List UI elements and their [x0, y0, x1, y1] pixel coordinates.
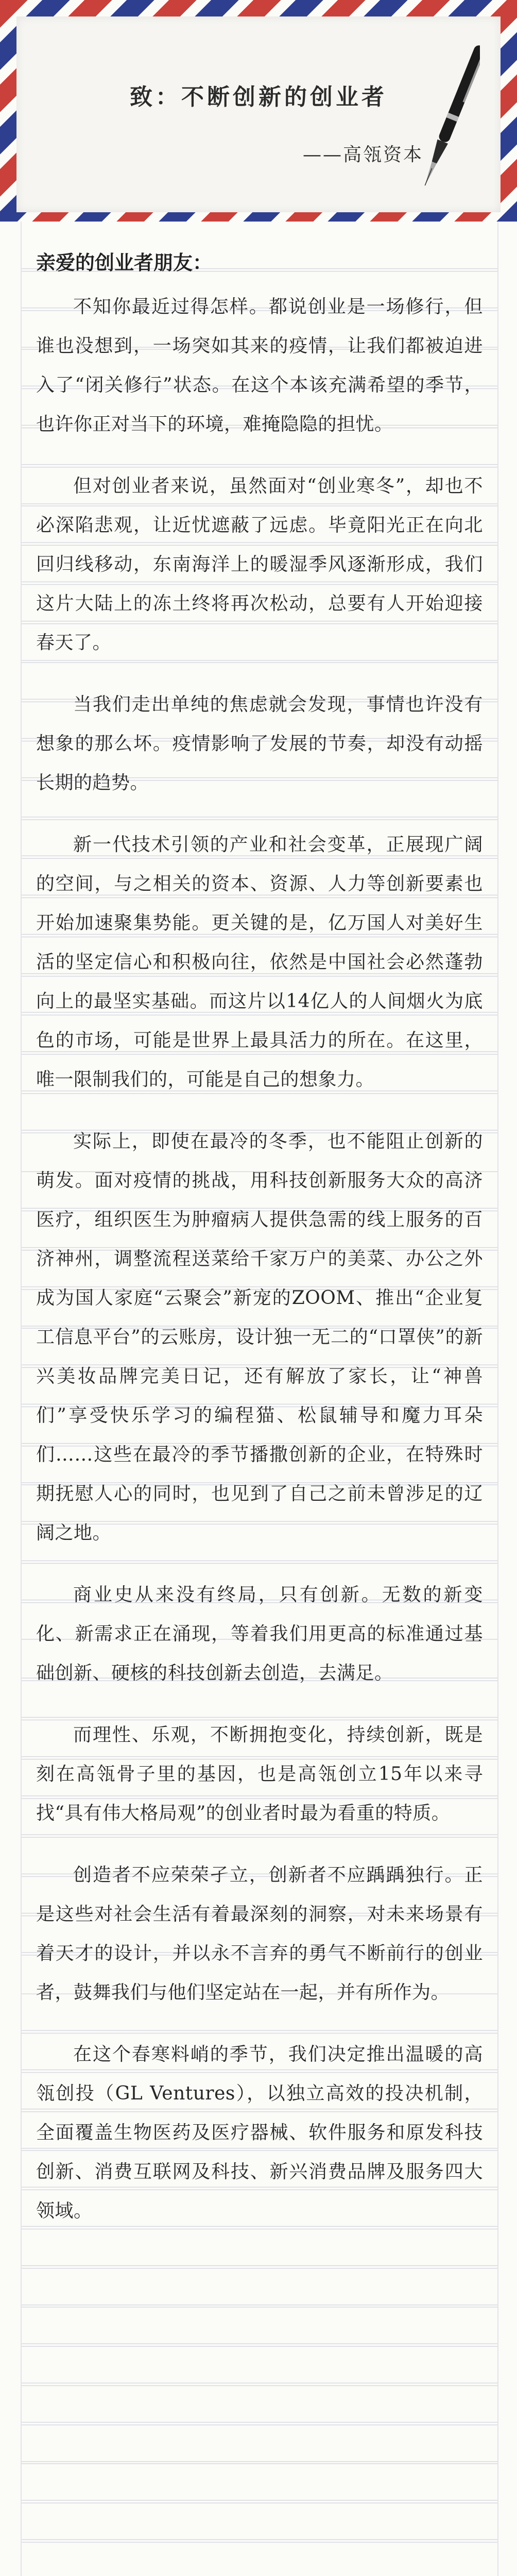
airmail-envelope-border [0, 0, 517, 222]
letter-paragraph-5: 实际上，即使在最冷的冬季，也不能阻止创新的萌发。面对疫情的挑战，用科技创新服务大众的高济医疗，组织医生为肿瘤病人提供急需的线上服务的百济神州，调整流程送菜给千家万户的美菜、办公之外成为国人家庭“云聚会”新宠的ZOOM、推出“企业复工信息平台”的云账房，设计独一无二的“口罩侠”的新兴美妆品牌完美日记，还有解放了家长，让“神兽们”享受快乐学习的编程猫、松鼠辅导和魔力耳朵们……这些在最冷的季节播撒创新的企业，在特殊时期抚慰人心的同时，也见到了自己之前未曾涉足的辽阔之地。 [36, 1131, 483, 1544]
letter-paragraph-3: 当我们走出单纯的焦虑就会发现，事情也许没有想象的那么坏。疫情影响了发展的节奏，却没有动摇长期的趋势。 [36, 694, 483, 793]
fountain-pen-icon [423, 37, 480, 202]
letter-paragraph-6: 商业史从来没有终局，只有创新。无数的新变化、新需求正在涌现，等着我们用更高的标准通过基础创新、硬核的科技创新去创造，去满足。 [36, 1584, 483, 1684]
letter-paragraph-7: 而理性、乐观，不断拥抱变化，持续创新，既是刻在高瓴骨子里的基因，也是高瓴创立15年以来寻找“具有伟大格局观”的创业者时最为看重的特质。 [36, 1724, 483, 1824]
letter-title: 致：不断创新的创业者 [130, 84, 387, 110]
letter-paragraph-8: 创造者不应荣荣孑立，创新者不应踽踽独行。正是这些对社会生活有着最深刻的洞察，对未来场景有着天才的设计，并以永不言弃的勇气不断前行的创业者，鼓舞我们与他们坚定站在一起，并有所作为。 [36, 1865, 483, 2003]
letter-body [21, 222, 498, 2576]
letter-paragraph-1: 不知你最近过得怎样。都说创业是一场修行，但谁也没想到，一场突如其来的疫情，让我们都被迫进入了“闭关修行”状态。在这个本该充满希望的季节，也许你正对当下的环境，难掩隐隐的担忧。 [36, 296, 483, 435]
letter-paragraph-2: 但对创业者来说，虽然面对“创业寒冬”，却也不必深陷悲观，让近忧遮蔽了远虑。毕竟阳光正在向北回归线移动，东南海洋上的暖湿季风逐渐形成，我们这片大陆上的冻土终将再次松动，总要有人开始迎接春天了。 [36, 476, 483, 653]
letter-paragraph-9: 在这个春寒料峭的季节，我们决定推出温暖的高瓴创投（GL Ventures），以独立高效的投决机制，全面覆盖生物医药及医疗器械、软件服务和原发科技创新、消费互联网及科技、新兴消费品牌及服务四大领域。 [36, 2044, 483, 2222]
letter-paragraph-4: 新一代技术引领的产业和社会变革，正展现广阔的空间，与之相关的资本、资源、人力等创新要素也开始加速聚集势能。更关键的是，亿万国人对美好生活的坚定信心和积极向往，依然是中国社会必然蓬勃向上的最坚实基础。而这片以14亿人的人间烟火为底色的市场，可能是世界上最具活力的所在。在这里，唯一限制我们的，可能是自己的想象力。 [36, 834, 483, 1090]
envelope-card [16, 16, 501, 212]
letter-signature: ——高瓴资本 [302, 144, 423, 165]
salutation: 亲爱的创业者朋友： [36, 251, 213, 274]
